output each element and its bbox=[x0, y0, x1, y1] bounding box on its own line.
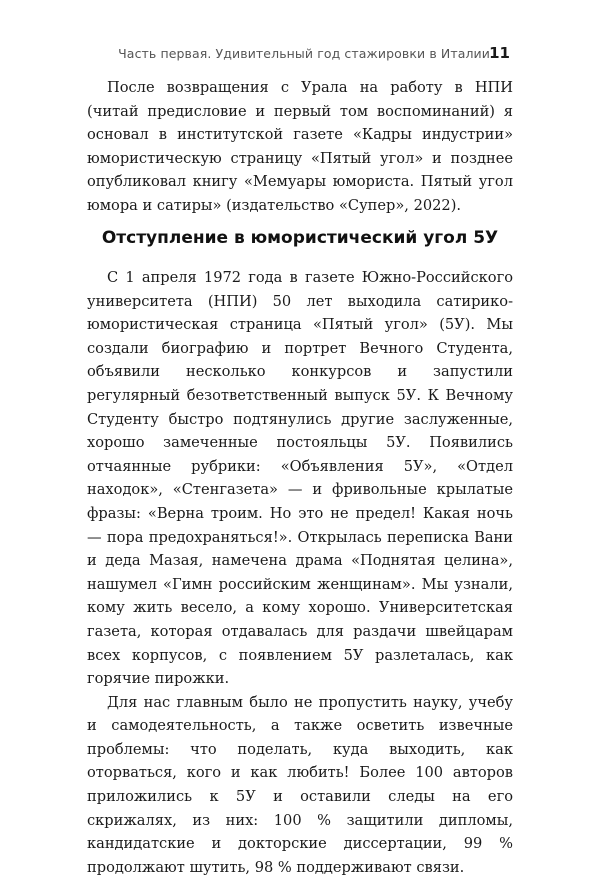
intro-text-block bbox=[87, 76, 513, 218]
running-header bbox=[0, 44, 600, 66]
body-paragraph-1: С 1 апреля 1972 года в газете Южно-Российского университета (НПИ) 50 лет выходила сатирико-юмористическая страница «Пятый угол» (5У). Мы создали биографию и портрет Вечного Студента, объявили несколько конкурсов и запустили регулярный безответственный выпуск 5У. К Вечному Студенту быстро подтянулись другие заслуженные, хорошо замеченные постояльцы 5У. Появились отчаянные рубрики: «Объявления 5У», «Отдел находок», «Стенгазета» — и фривольные крылатые фразы: «Верна троим. Но это не предел! Какая ночь — пора предохраняться!». Открылась переписка Вани и деда Мазая, намечена драма «Поднятая целина», нашумел «Гимн российским женщинам». Мы узнали, кому жить весело, а кому хорошо. Университетская газета, которая отдавалась для раздачи швейцарам всех корпусов, с появлением 5У разлеталась, как горячие пирожки. bbox=[87, 269, 513, 688]
body-paragraph-2: Для нас главным было не пропустить науку, учебу и самодеятельность, а также осветить извечные проблемы: что поделать, куда выходить, как оторваться, кого и как любить! Более 100 авторов приложились к 5У и оставили следы на его скрижалях, из них: 100 % защитили дипломы, кандидатские и докторские диссертации, 99 % продолжают шутить, 98 % поддерживают связи. bbox=[87, 693, 513, 876]
section-heading: Отступление в юмористический угол 5У bbox=[101, 228, 499, 248]
running-header-title: Часть первая. Удивительный год стажировки в Италии bbox=[118, 46, 490, 61]
page-number: 11 bbox=[489, 44, 510, 62]
section-body bbox=[87, 266, 513, 879]
intro-paragraph: После возвращения с Урала на работу в НПИ (читай предисловие и первый том воспоминаний) я основал в институтской газете «Кадры индустрии» юмористическую страницу «Пятый угол» и позднее опубликовал книгу «Мемуары юмориста. Пятый угол юмора и сатиры» (издательство «Супер», 2022). bbox=[87, 79, 513, 214]
